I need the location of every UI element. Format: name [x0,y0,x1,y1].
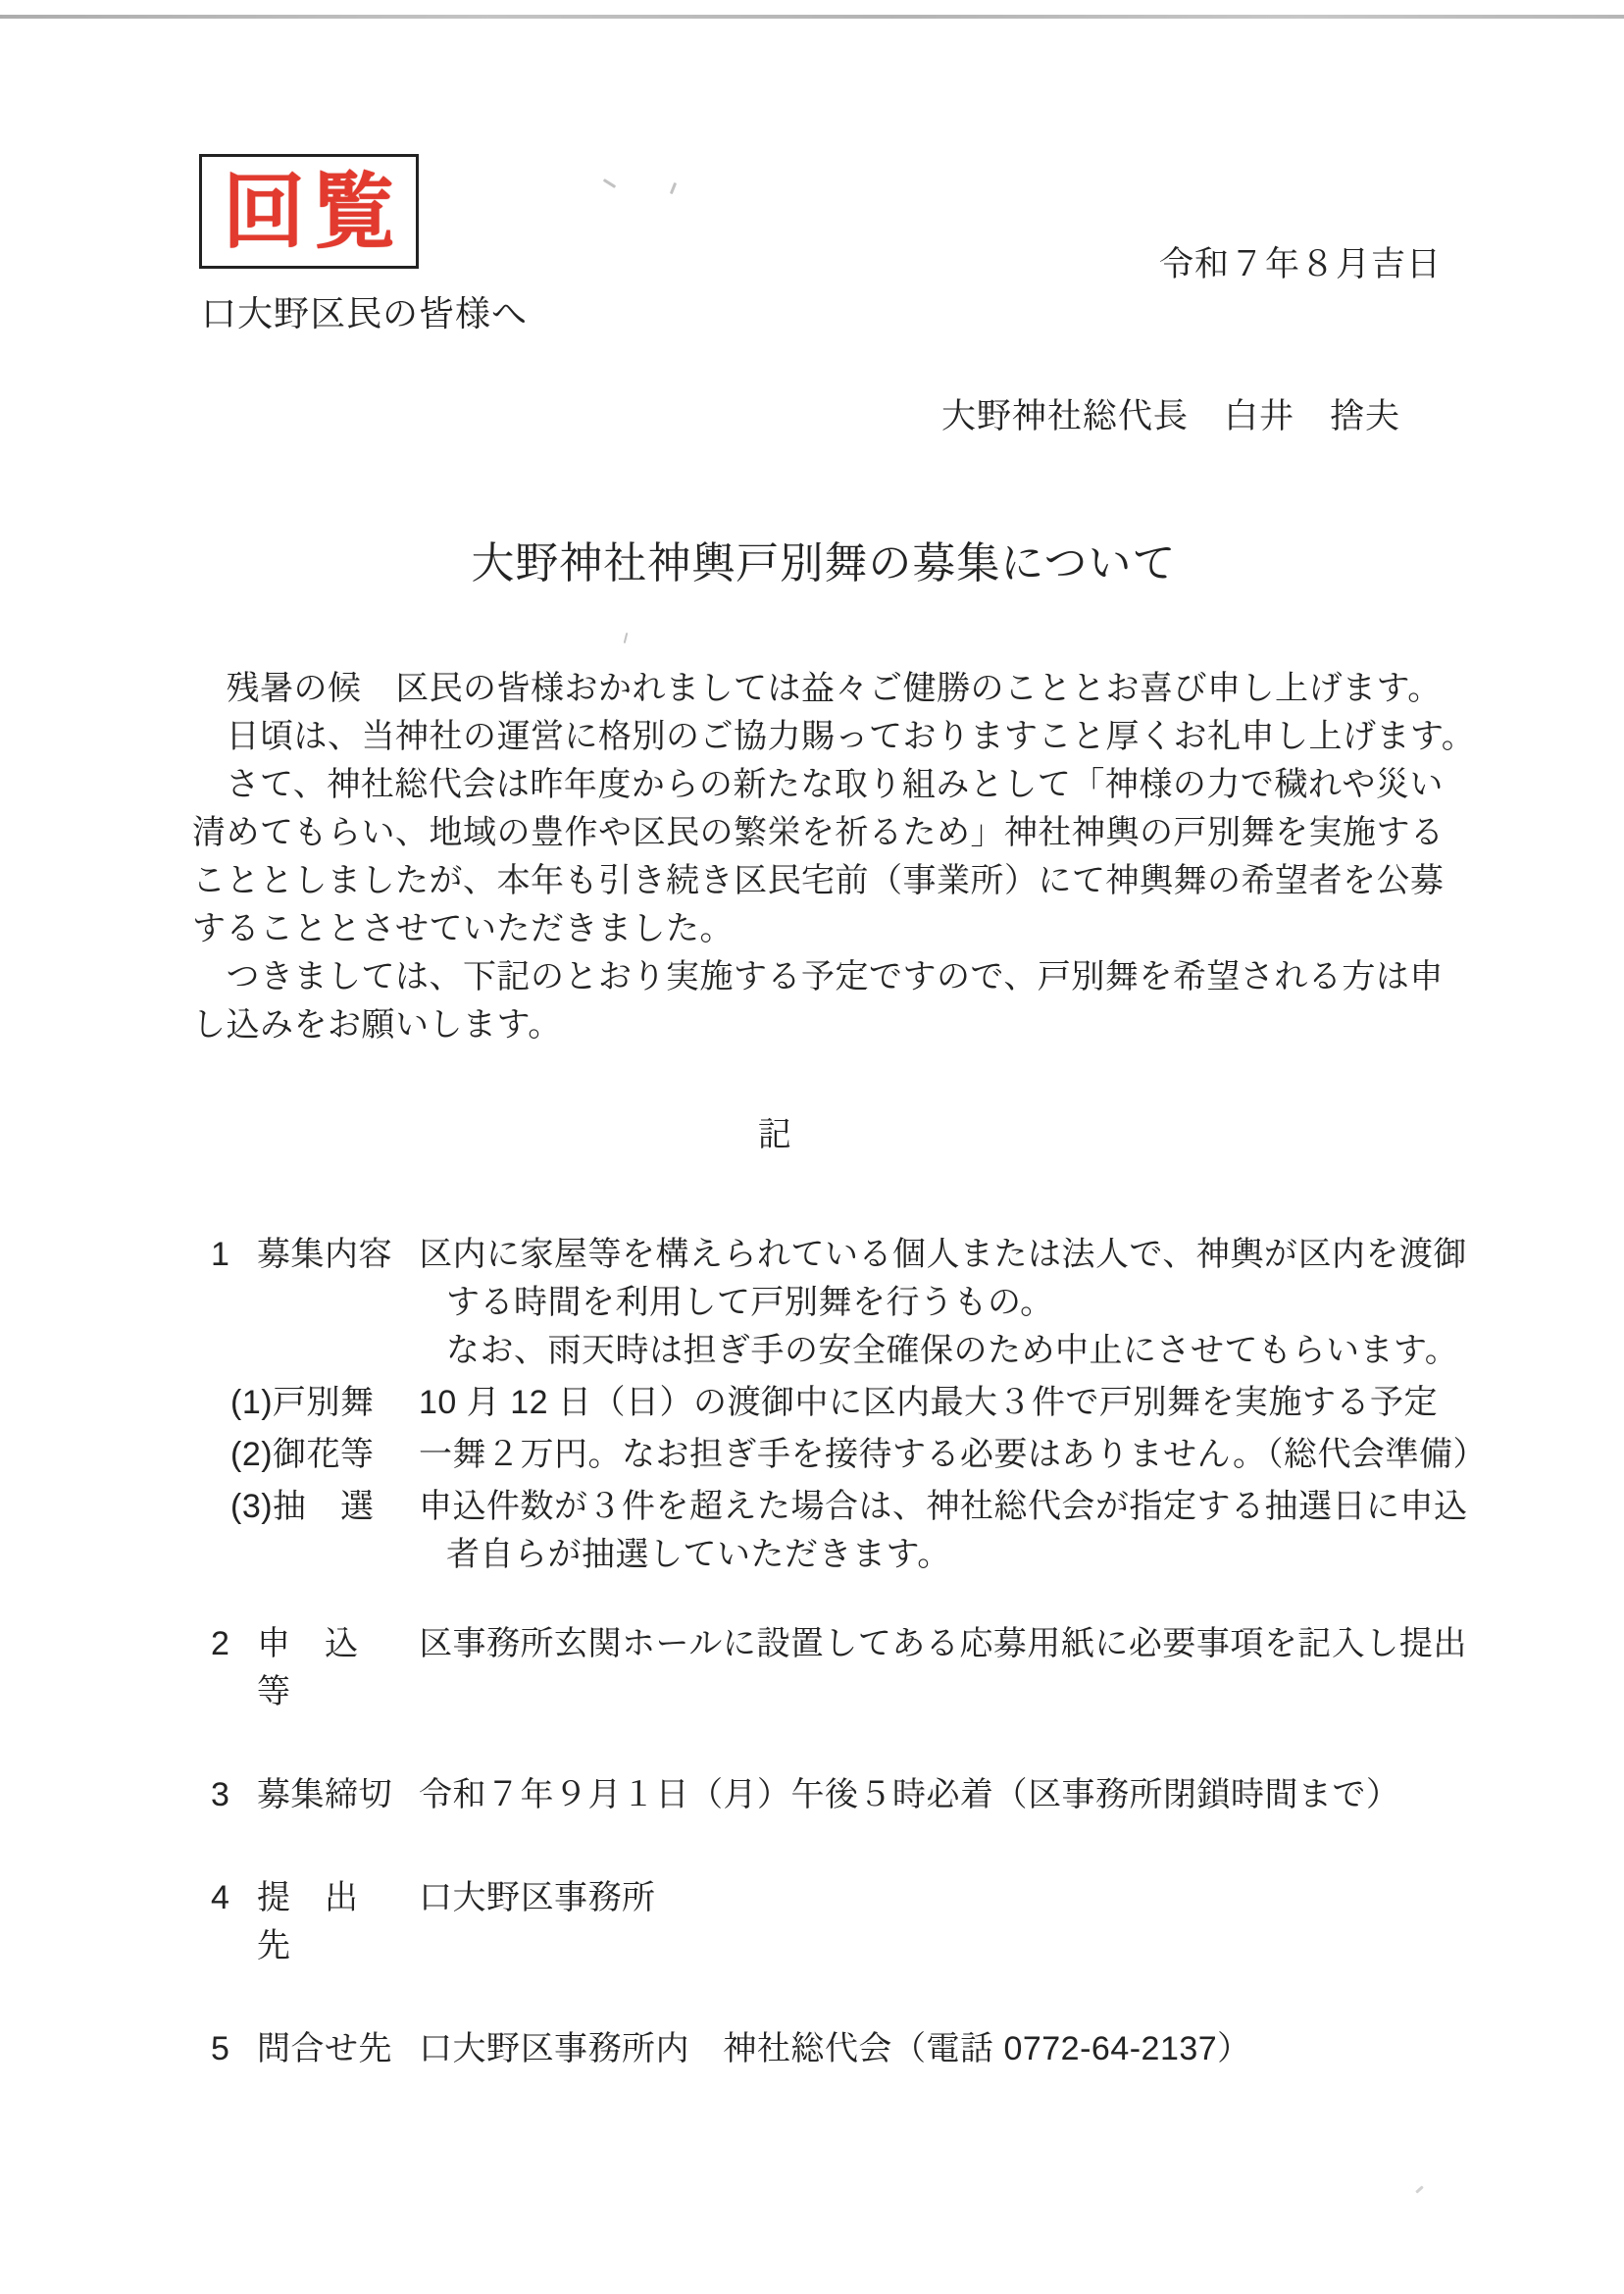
item-number: 1 [211,1236,230,1273]
item-content-line: 口大野区事務所 [419,1879,656,1916]
item-label: 提 出 先 [257,1879,392,1964]
body-line: 日頃は、当神社の運営に格別のご協力賜っておりますこと厚くお礼申し上げます。 [192,718,1476,755]
scan-artifact-line [0,15,1624,19]
item-label: 募集締切 [257,1776,392,1813]
item-label: (2)御花等 [230,1436,375,1473]
item-content [419,1379,1506,1427]
item-content [419,2025,1506,2073]
body-line: こととしましたが、本年も引き続き区民宅前（事業所）にて神輿舞の希望者を公募 [192,862,1445,899]
date-line: 令和７年８月吉日 [1158,245,1442,283]
item-label: 申 込 等 [257,1625,392,1710]
body-line: 清めてもらい、地域の豊作や区民の繁栄を祈るため」神社神輿の戸別舞を実施する [192,814,1445,851]
item-content [419,1620,1506,1668]
item-number: 4 [211,1879,230,1916]
item-label: (3)抽 選 [230,1488,375,1525]
circulation-stamp-label: 回覧 [222,165,403,258]
item-content-line: 区事務所玄関ホールに設置してある応募用紙に必要事項を記入し提出 [419,1625,1467,1662]
item-content-line: 申込件数が３件を超えた場合は、神社総代会が指定する抽選日に申込 [419,1488,1468,1525]
item-content-line: 区内に家屋等を構えられている個人または法人で、神輿が区内を渡御 [419,1236,1467,1273]
scan-speck [624,633,629,643]
details-list [192,1231,1506,2073]
item-content-line: なお、雨天時は担ぎ手の安全確保のため中止にさせてもらいます。 [446,1332,1459,1369]
sender-line: 大野神社総代長 白井 捨夫 [941,397,1401,435]
item-number: 2 [211,1625,230,1662]
item-content [419,1431,1506,1479]
item-content [419,1483,1506,1579]
list-item [192,1431,1506,1479]
scan-speck [1415,2185,1424,2193]
item-content [419,1874,1506,1922]
scan-speck [603,178,616,188]
item-content-line: 口大野区事務所内 神社総代会（電話 0772-64-2137） [419,2030,1251,2067]
scan-speck [670,182,677,194]
item-content-line: 者自らが抽選していただきます。 [446,1536,951,1573]
item-label: 募集内容 [257,1236,392,1273]
ki-marker: 記 [758,1116,791,1153]
body-line: さて、神社総代会は昨年度からの新たな取り組みとして「神様の力で穢れや災い [192,766,1444,803]
item-content-line: 10 月 12 日（日）の渡御中に区内最大３件で戸別舞を実施する予定 [419,1384,1438,1421]
body-line: し込みをお願いします。 [192,1006,562,1044]
item-content [419,1771,1506,1819]
item-number: 5 [211,2030,230,2067]
item-content-line: する時間を利用して戸別舞を行うもの。 [446,1284,1054,1321]
item-content-line: 一舞２万円。なお担ぎ手を接待する必要はありません。（総代会準備） [419,1436,1488,1473]
item-content-line: 令和７年９月１日（月）午後５時必着（区事務所閉鎖時間まで） [419,1776,1400,1813]
body-line: つきましては、下記のとおり実施する予定ですので、戸別舞を希望される方は申 [192,958,1444,995]
list-item [192,2025,1506,2073]
item-number: 3 [211,1776,230,1813]
list-item [192,1874,1506,1970]
list-item [192,1483,1506,1579]
body-paragraphs [192,665,1476,1049]
list-item [192,1771,1506,1819]
recipient-line: 口大野区民の皆様へ [201,293,529,333]
item-content [419,1231,1506,1375]
list-item [192,1231,1506,1375]
item-label: 問合せ先 [257,2030,392,2067]
document-title: 大野神社神輿戸別舞の募集について [471,539,1177,587]
body-line: 残暑の候 区民の皆様おかれましては益々ご健勝のこととお喜び申し上げます。 [192,670,1442,707]
list-item [192,1620,1506,1716]
item-label: (1)戸別舞 [230,1384,375,1421]
list-item [192,1379,1506,1427]
body-line: することとさせていただきました。 [192,910,734,947]
